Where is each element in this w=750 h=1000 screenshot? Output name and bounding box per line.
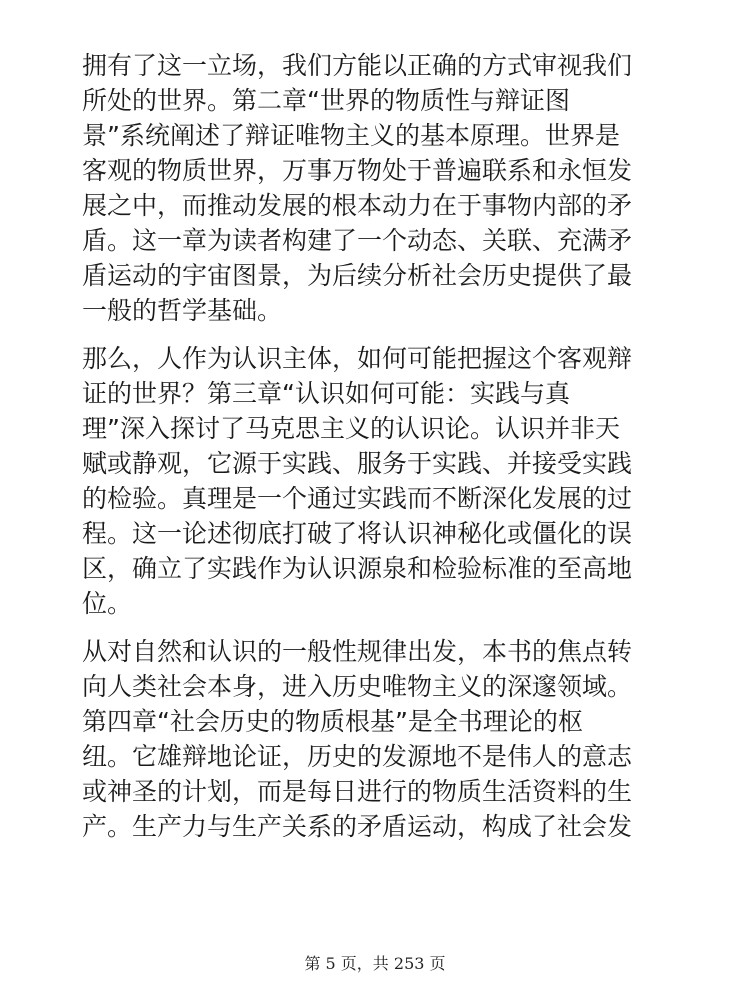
text-line: 那么，人作为认识主体，如何可能把握这个客观辩 <box>82 344 633 373</box>
text-line: 客观的物质世界，万事万物处于普遍联系和永恒发 <box>82 156 633 185</box>
text-line: 理”深入探讨了马克思主义的认识论。认识并非天 <box>82 414 620 443</box>
text-line: 程。这一论述彻底打破了将认识神秘化或僵化的误 <box>82 519 633 548</box>
text-line: 一般的哲学基础。 <box>82 296 283 325</box>
text-line: 从对自然和认识的一般性规律出发，本书的焦点转 <box>82 637 633 666</box>
text-line: 展之中，而推动发展的根本动力在于事物内部的矛 <box>82 191 633 220</box>
text-line: 产。生产力与生产关系的矛盾运动，构成了社会发 <box>82 812 633 841</box>
text-line: 盾。这一章为读者构建了一个动态、关联、充满矛 <box>82 226 633 255</box>
text-line: 向人类社会本身，进入历史唯物主义的深邃领域。 <box>82 672 633 701</box>
paragraph-3 <box>82 634 672 844</box>
text-line: 盾运动的宇宙图景，为后续分析社会历史提供了最 <box>82 261 633 290</box>
text-line: 证的世界？第三章“认识如何可能：实践与真 <box>82 379 570 408</box>
paragraph-1 <box>82 48 672 328</box>
text-line: 所处的世界。第二章“世界的物质性与辩证图 <box>82 86 570 115</box>
page-number-footer: 第 5 页，共 253 页 <box>304 954 446 973</box>
text-line: 拥有了这一立场，我们方能以正确的方式审视我们 <box>82 51 633 80</box>
text-line: 区，确立了实践作为认识源泉和检验标准的至高地 <box>82 554 633 583</box>
body-text <box>82 48 672 857</box>
text-line: 第四章“社会历史的物质根基”是全书理论的枢 <box>82 707 583 736</box>
text-line: 位。 <box>82 589 133 618</box>
text-line: 景”系统阐述了辩证唯物主义的基本原理。世界是 <box>82 121 620 150</box>
text-line: 纽。它雄辩地论证，历史的发源地不是伟人的意志 <box>82 742 633 771</box>
text-line: 赋或静观，它源于实践、服务于实践、并接受实践 <box>82 449 633 478</box>
text-line: 或神圣的计划，而是每日进行的物质生活资料的生 <box>82 777 633 806</box>
paragraph-2 <box>82 341 672 621</box>
text-line: 的检验。真理是一个通过实践而不断深化发展的过 <box>82 484 633 513</box>
